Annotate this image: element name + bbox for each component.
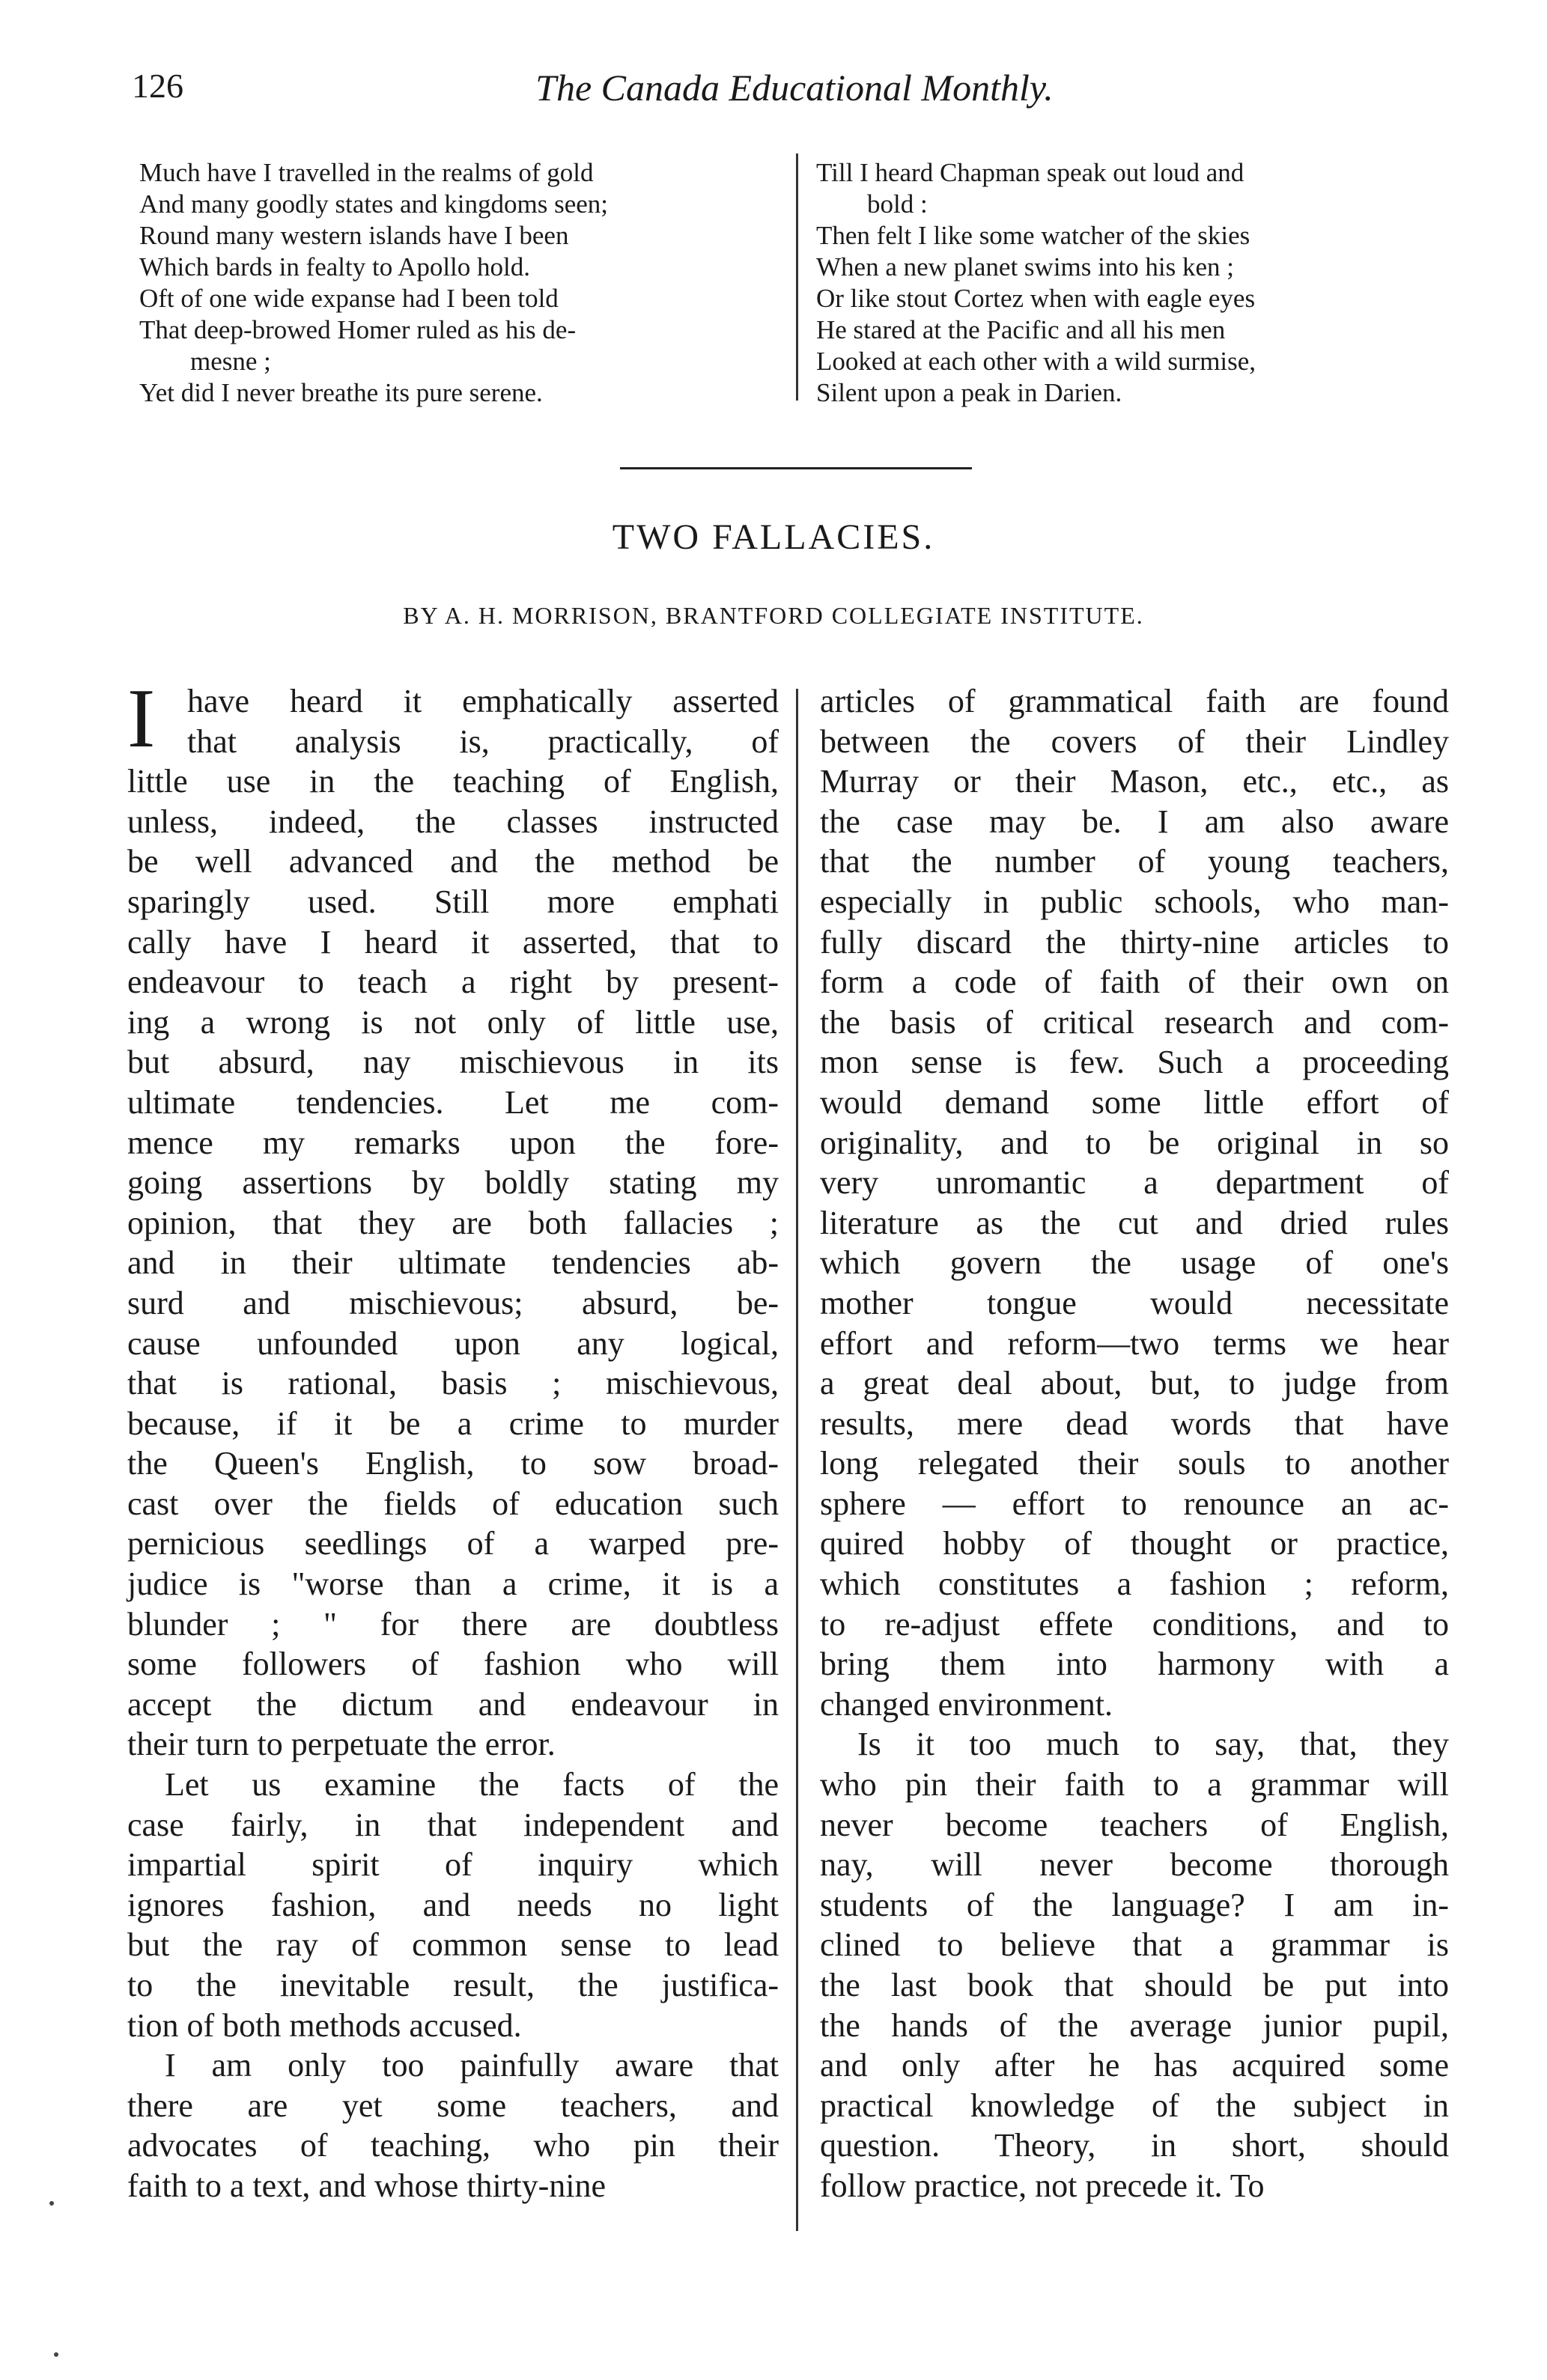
text-line: there are yet some teachers, and — [127, 2087, 779, 2124]
text-line: but absurd, nay mischievous in its — [127, 1044, 779, 1081]
text-line: I am only too painfully aware that — [165, 2047, 779, 2084]
text-line: but the ray of common sense to lead — [127, 1926, 779, 1964]
text-line: nay, will never become thorough — [820, 1846, 1449, 1884]
text-line: which constitutes a fashion ; reform, — [820, 1565, 1449, 1603]
poem-column-divider — [796, 153, 798, 401]
text-line: mence my remarks upon the fore- — [127, 1124, 779, 1161]
poem-line: Or like stout Cortez when with eagle eyes — [816, 284, 1256, 313]
article-title: TWO FALLACIES. — [612, 517, 935, 557]
text-line: going assertions by boldly stating my — [127, 1164, 779, 1202]
text-line: mother tongue would necessitate — [820, 1284, 1449, 1321]
text-line: accept the dictum and endeavour in — [127, 1685, 779, 1723]
text-line: ultimate tendencies. Let me com- — [127, 1083, 779, 1121]
text-line: who pin their faith to a grammar will — [820, 1766, 1449, 1804]
poem-line: Then felt I like some watcher of the skies — [816, 221, 1250, 250]
text-line: especially in public schools, who man- — [820, 883, 1449, 920]
article-right-column — [820, 681, 1449, 2206]
text-line: results, mere dead words that have — [820, 1404, 1449, 1442]
text-line: mon sense is few. Such a proceeding — [820, 1044, 1449, 1081]
running-title: The Canada Educational Monthly. — [535, 67, 1054, 109]
text-line: and in their ultimate tendencies ab- — [127, 1244, 779, 1282]
poem-line: Which bards in fealty to Apollo hold. — [139, 252, 530, 281]
text-line: case fairly, in that independent and — [127, 1806, 779, 1843]
poem-line: He stared at the Pacific and all his men — [816, 315, 1226, 344]
text-line: tion of both methods accused. — [127, 2006, 522, 2044]
text-line: quired hobby of thought or practice, — [820, 1525, 1449, 1562]
article-byline: BY A. H. MORRISON, BRANTFORD COLLEGIATE INSTITUTE. — [403, 602, 1144, 629]
text-line: ignores fashion, and needs no light — [127, 1886, 779, 1923]
article-column-divider — [796, 689, 798, 2231]
text-line: pernicious seedlings of a warped pre- — [127, 1525, 779, 1562]
drop-cap: I — [127, 672, 156, 765]
poem-line: Till I heard Chapman speak out loud and — [816, 158, 1244, 187]
text-line: the hands of the average junior pupil, — [820, 2006, 1449, 2044]
poem-line: bold : — [867, 189, 928, 219]
text-line: between the covers of their Lindley — [820, 722, 1449, 760]
text-line: opinion, that they are both fallacies ; — [127, 1204, 779, 1241]
poem-line: mesne ; — [190, 347, 271, 376]
text-line: long relegated their souls to another — [820, 1445, 1449, 1482]
text-line: cause unfounded upon any logical, — [127, 1324, 779, 1362]
text-line: that is rational, basis ; mischievous, — [127, 1365, 779, 1402]
text-line: faith to a text, and whose thirty-nine — [127, 2167, 607, 2204]
text-line: practical knowledge of the subject in — [820, 2087, 1449, 2124]
text-line: would demand some little effort of — [820, 1083, 1449, 1121]
text-line: fully discard the thirty-nine articles to — [820, 923, 1449, 961]
text-line: the Queen's English, to sow broad- — [127, 1445, 779, 1482]
text-line: to re-adjust effete conditions, and to — [820, 1605, 1449, 1643]
text-line: changed environment. — [820, 1685, 1113, 1723]
poem-line: That deep-browed Homer ruled as his de- — [139, 315, 577, 344]
text-line: that the number of young teachers, — [820, 843, 1449, 880]
poem-line: Looked at each other with a wild surmise, — [816, 347, 1256, 376]
page-number: 126 — [132, 67, 183, 105]
text-line: that analysis is, practically, of — [187, 722, 779, 760]
text-line: unless, indeed, the classes instructed — [127, 803, 779, 840]
article-left-column — [127, 672, 779, 2206]
text-line: advocates of teaching, who pin their — [127, 2127, 779, 2164]
text-line: have heard it emphatically asserted — [187, 683, 779, 719]
poem-left-column — [139, 157, 783, 409]
print-speck — [54, 2352, 58, 2357]
text-line: cally have I heard it asserted, that to — [127, 923, 779, 961]
text-line: Is it too much to say, that, they — [857, 1726, 1449, 1763]
text-line: judice is "worse than a crime, it is a — [127, 1565, 779, 1603]
text-line: originality, and to be original in so — [820, 1124, 1449, 1161]
text-line: surd and mischievous; absurd, be- — [127, 1284, 779, 1321]
text-line: effort and reform—two terms we hear — [820, 1324, 1449, 1362]
text-line: question. Theory, in short, should — [820, 2127, 1449, 2164]
text-line: articles of grammatical faith are found — [820, 683, 1449, 719]
text-line: which govern the usage of one's — [820, 1244, 1449, 1282]
text-line: ing a wrong is not only of little use, — [127, 1003, 779, 1041]
page-header — [132, 66, 1457, 118]
text-line: little use in the teaching of English, — [127, 763, 779, 800]
text-line: the basis of critical research and com- — [820, 1003, 1449, 1041]
text-line: blunder ; " for there are doubtless — [127, 1605, 779, 1643]
poem-line: Oft of one wide expanse had I been told — [139, 284, 559, 313]
section-rule — [620, 467, 972, 469]
text-line: be well advanced and the method be — [127, 843, 779, 880]
text-line: to the inevitable result, the justifica- — [127, 1967, 779, 2003]
poem-line: Yet did I never breathe its pure serene. — [139, 378, 543, 407]
text-line: clined to believe that a grammar is — [820, 1926, 1449, 1964]
poem-right-column — [816, 157, 1460, 409]
print-speck — [49, 2201, 54, 2206]
poem-line: Silent upon a peak in Darien. — [816, 378, 1122, 407]
poem-line: And many goodly states and kingdoms seen; — [139, 189, 609, 219]
poem-line: When a new planet swims into his ken ; — [816, 252, 1234, 281]
text-line: endeavour to teach a right by present- — [127, 964, 779, 1001]
poem-line: Much have I travelled in the realms of gold — [139, 158, 594, 187]
text-line: follow practice, not precede it. To — [820, 2167, 1265, 2204]
text-line: very unromantic a department of — [820, 1164, 1449, 1202]
text-line: sparingly used. Still more emphati — [127, 883, 779, 920]
text-line: a great deal about, but, to judge from — [820, 1365, 1449, 1402]
text-line: bring them into harmony with a — [820, 1646, 1449, 1683]
text-line: their turn to perpetuate the error. — [127, 1726, 556, 1763]
text-line: the case may be. I am also aware — [820, 803, 1449, 840]
text-line: never become teachers of English, — [820, 1806, 1449, 1843]
poem-line: Round many western islands have I been — [139, 221, 569, 250]
text-line: and only after he has acquired some — [820, 2047, 1449, 2084]
text-line: sphere — effort to renounce an ac- — [820, 1485, 1449, 1522]
text-line: impartial spirit of inquiry which — [127, 1846, 779, 1884]
text-line: some followers of fashion who will — [127, 1646, 779, 1683]
text-line: because, if it be a crime to murder — [127, 1404, 779, 1442]
text-line: Murray or their Mason, etc., etc., as — [820, 763, 1449, 800]
text-line: form a code of faith of their own on — [820, 964, 1449, 1001]
text-line: the last book that should be put into — [820, 1967, 1449, 2003]
text-line: cast over the fields of education such — [127, 1485, 779, 1522]
text-line: Let us examine the facts of the — [165, 1766, 779, 1804]
text-line: literature as the cut and dried rules — [820, 1204, 1449, 1241]
text-line: students of the language? I am in- — [820, 1886, 1449, 1923]
